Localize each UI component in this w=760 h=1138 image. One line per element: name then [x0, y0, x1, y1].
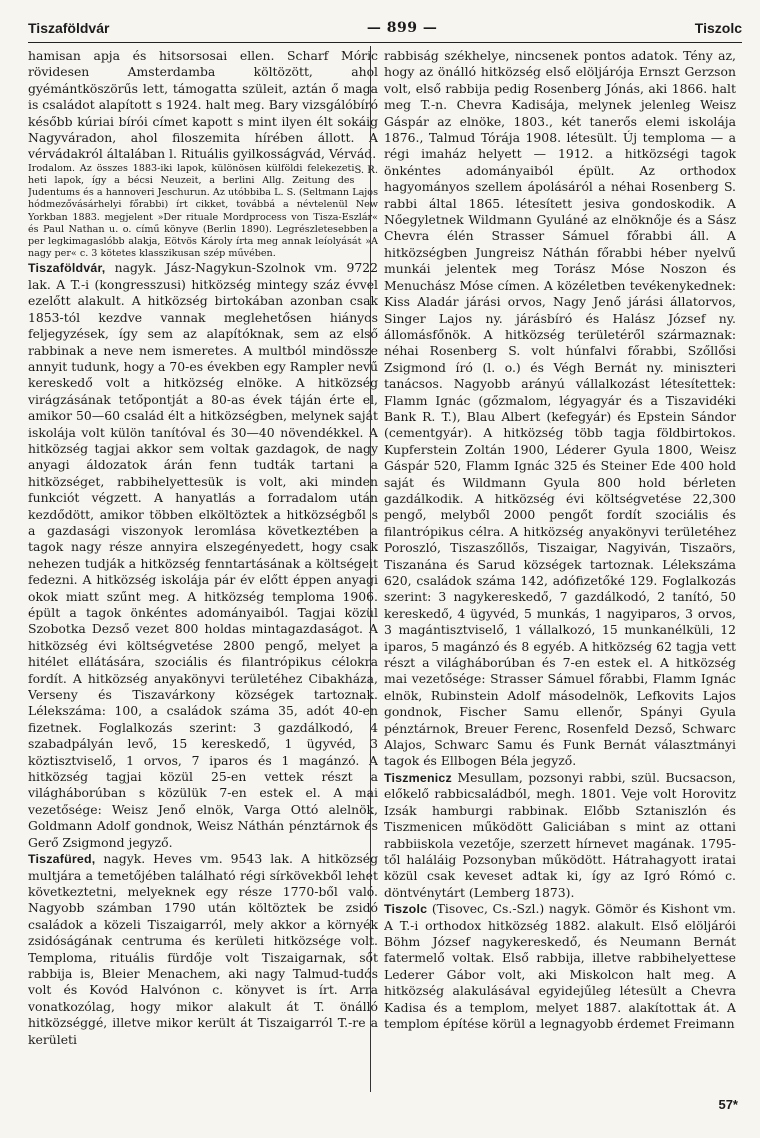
- entry-text: (Tisovec, Cs.-Szl.) nagyk. Gömör és Kishont vm. A T.-i orthodox hitközség 1882. alakult. Első elöljárói Böhm József nagykereskedő, és Neumann Bernát fatermelő voltak. Első rabbija, illetve rabbihelyettese Lederer Gábor volt, aki Miskolcon halt meg. A hitközség alakulásával egyidejűleg létesült a Chevra Kadisa és a templom, melyet 1887. alakítottak át. A templom építése körül a legnagyobb érdemet Freimann: [384, 901, 736, 1031]
- entry-text: nagyk. Heves vm. 9543 lak. A hitközség multjára a temetőjében található régi sírkövekből lehet következtetni, melyeknek egy része 1770-ből való. Nagyobb számban 1790 után költöztek be zsidó családok a közeli Tiszaigarról, mely akkor a környék zsidóságának centruma és kerületi hitközsége volt. Temploma, rituális fürdője volt Tiszaigarnak, sőt rabbija is, Bleier Menachem, aki nagy Talmud-tudós volt és Kovód Halvónon c. könyvet is írt. Arra vonatkozólag, hogy mikor alakult át T. önálló hitközséggé, illetve mikor került át Tiszaigarról T.-re a kerületi: [28, 851, 378, 1047]
- left-column: [28, 48, 378, 1088]
- paragraph: rabbiság székhelye, nincsenek pontos adatok. Tény az, hogy az önálló hitközség első elöljárója Ernszt Gerzson volt, első rabbija pedig Rosenberg Jónás, aki 1866. halt meg T.-n. Chevra Kadisája, melynek jelenleg Weisz Gáspár az elnöke, 1803., két tanerős elemi iskolája 1876., Talmud Tórája 1908. létesült. Új temploma — a régi imaház helyett — 1912. a hitközségi tagok önkéntes adományaiból épült. Az orthodox hagyományos szellem ápolásáról a néhai Rosenberg S. rabbi által 1865. létesített jesiva gondoskodik. A Nőegyletnek Wildmann Gyuláné az elnöknője és a Sász Chevra élén Strasser Sámuel főrabbi áll. A hitközségben Jungreisz Náthán főrabbi héber nyelvű munkái jelentek meg Torász Móse Noszon és Menuchász Móse címen. A közéletben tevékenykednek: Kiss Aladár járási orvos, Nagy Jenő járási állatorvos, Singer Lajos ny. járásbíró és Halász József ny. állomásfőnök. A hitközség területéről származnak: néhai Rosenberg S. volt húnfalvi főrabbi, Szőllősi Zsigmond író (l. o.) és Végh Bernát ny. miniszteri tanácsos. Nagyobb arányú vállalkozást létesítettek: Flamm Ignác (gőzmalom, légyagyár és a Tiszavidéki Bank R. T.), Blau Albert (kefegyár) és Epstein Sándor (cementgyár). A hitközség több tagja földbirtokos. Kupferstein Zoltán 1900, Léderer Gyula 1800, Weisz Gáspár 520, Flamm Ignác 325 és Steiner Ede 400 hold saját és Wildmann Gyula 800 hold bérleten gazdálkodik. A hitközség évi költségvetése 22,300 pengő, melyből 2000 pengőt fordít szociális és filantrópikus célra. A hitközség anyakönyvi területéhez Poroszló, Tiszaszőllős, Tiszaigar, Nagyiván, Tiszaörs, Tiszanána és Sarud községek tartoznak. Lélekszáma 620, családok száma 142, adófizetőké 129. Foglalkozás szerint: 3 nagykereskedő, 7 gazdálkodó, 2 tanító, 50 kereskedő, 4 ügyvéd, 5 munkás, 1 nagyiparos, 3 orvos, 3 magántisztviselő, 1 vállalkozó, 15 munkanélküli, 12 iparos, 5 magánzó és 8 egyéb. A hitközség 62 tagja vett részt a világháborúban és 7-en estek el. A hitközség mai vezetősége: Strasser Sámuel főrabbi, Flamm Ignác elnök, Rubinstein Adolf másodelnök, Lefkovits Lajos gondnok, Fischer Samu ellenőr, Spányi Gyula pénztárnok, Breuer Ferenc, Rosenfeld Dezső, Schwarc Alajos, Schwarc Samu és Funk Bernát választmányi tagok és Ellbogen Béla jegyző.: [384, 48, 736, 769]
- right-column: [384, 48, 736, 1088]
- head-left-entry: Tiszaföldvár: [28, 20, 110, 36]
- bibliography-note: Irodalom. Az összes 1883-iki lapok, különösen külföldi felekezeti heti lapok, így a bécsi Neuzeit, a berlini Allg. Zeitung des Judentums és a hannoveri Jeschurun. Az utóbbiba L. S. (Seltmann Lajos hódmezővásárhelyi főrabbi) írt cikket, továbbá a névtelenül New Yorkban 1883. megjelent »Der rituale Mordprocess von Tisza-Eszlár« és Paul Nathan u. o. című könyve (Berlin 1890). Legrészletesebben a per legkimagaslóbb alakja, Eötvös Károly írta meg annak leíolyását »A nagy per« c. 3 kötetes klasszikusan szép művében.: [28, 162, 378, 260]
- entry-text: Mesullam, pozsonyi rabbi, szül. Bucsacson, előkelő rabbicsaládból, megh. 1801. Veje volt Horovitz Izsák hamburgi rabbinak. Előbb Sztaniszlón és Tiszmenicen működött Galiciában s mint az ottani rabbiiskola vezetője, szerzett hírnevet magának. 1795-től haláláig Pozsonyban működött. Hátrahagyott iratai közül csak keveset adtak ki, így az Igró Rómó c. döntvénytárt (Lemberg 1873).: [384, 769, 736, 900]
- header-rule: [28, 42, 742, 43]
- entry-headword: Tiszafüred,: [28, 852, 96, 867]
- entry-tiszafured: [28, 851, 378, 1048]
- entry-tiszafoldvar: [28, 260, 378, 851]
- entry-headword: Tiszaföldvár,: [28, 261, 106, 276]
- page-number: — 899 —: [366, 20, 438, 36]
- column-divider: [370, 46, 371, 1092]
- entry-headword: Tiszmenicz: [384, 770, 452, 785]
- signature-mark: 57*: [718, 1097, 738, 1112]
- entry-headword: Tiszolc: [384, 902, 428, 917]
- paragraph: [28, 48, 378, 176]
- head-right-entry: Tiszolc: [694, 20, 742, 36]
- entry-tiszmenicz: [384, 770, 736, 901]
- running-head: [28, 18, 742, 38]
- author-signature: S. R.: [354, 164, 378, 176]
- entry-tiszolc: [384, 901, 736, 1032]
- paragraph-text: hamisan apja és hitsorsosai ellen. Scharf Móric rövidesen Amsterdamba költözött, ahol gyémántköszörűs lett, támogatta szüleit, aztán ő maga is családot alapított s 1924. halt meg. Bary vizsgálóbíró később kúriai bírói címet kapott s mint ilyen élt sokáig Nagyváradon, ahol filoszemita hírében állott. A vérvádakról általában l. Rituális gyilkosságvád, Vérvád.: [28, 48, 378, 162]
- entry-text: nagyk. Jász-Nagykun-Szolnok vm. 9722 lak. A T.-i (kongresszusi) hitközség mintegy száz évvel ezelőtt alakult. A hitközség birtokában azonban csak 1853-tól kezdve vannak meglehetősen hiányos feljegyzések, így sem az alapítóknak, sem az első rabbinak a neve nem ismeretes. A multból mindössze annyit tudunk, hogy a 70-es években egy Rampler nevű kereskedő volt a hitközség elnöke. A hitközség virágzásának tetőpontját a 80-as évek táján érte el, amikor 50—60 család élt a hitközségben, melynek saját iskolája volt külön tanítóval és 30—40 növendékkel. A hitközség tagjai akkor sem voltak gazdagok, de nagy anyagi áldozatok árán fenn tudták tartani a hitközséget, rabbihelyettesük is volt, aki minden funkciót végzett. A hanyatlás a forradalom után kezdődött, amikor többen elköltöztek a hitközségből s a gazdasági viszonyok leromlása következtében a tagok nagy része annyira elszegényedett, hogy csak nehezen tudják a hitközség fenntartásának a költségeit fedezni. A hitközség iskolája pár év előtt éppen anyagi okok miatt szűnt meg. A hitközség temploma 1906. épült a tagok önkéntes adományaiból. Tagjai közül Szobotka Dezső vezet 800 holdas mintagazdaságot. A hitközség évi költségvetése 2800 pengő, melyet a hitélet ellátására, szociális és filantrópikus célokra fordít. A hitközség anyakönyvi területéhez Cibakháza, Verseny és Tiszavárkony községek tartoznak. Lélekszáma: 100, a családok száma 35, adót 40-en fizetnek. Foglalkozás szerint: 3 gazdálkodó, 4 szabadpályán levő, 15 kereskedő, 1 ügyvéd, 3 köztisztviselő, 1 orvos, 7 iparos és 1 magánzó. A hitközség tagjai közül 25-en vettek részt a világháborúban s közülük 7-en estek el. A mai vezetősége: Weisz Jenő elnök, Varga Ottó alelnök, Goldmann Adolf gondnok, Weisz Náthán pénztárnok és Gerő Zsigmond jegyző.: [28, 260, 378, 850]
